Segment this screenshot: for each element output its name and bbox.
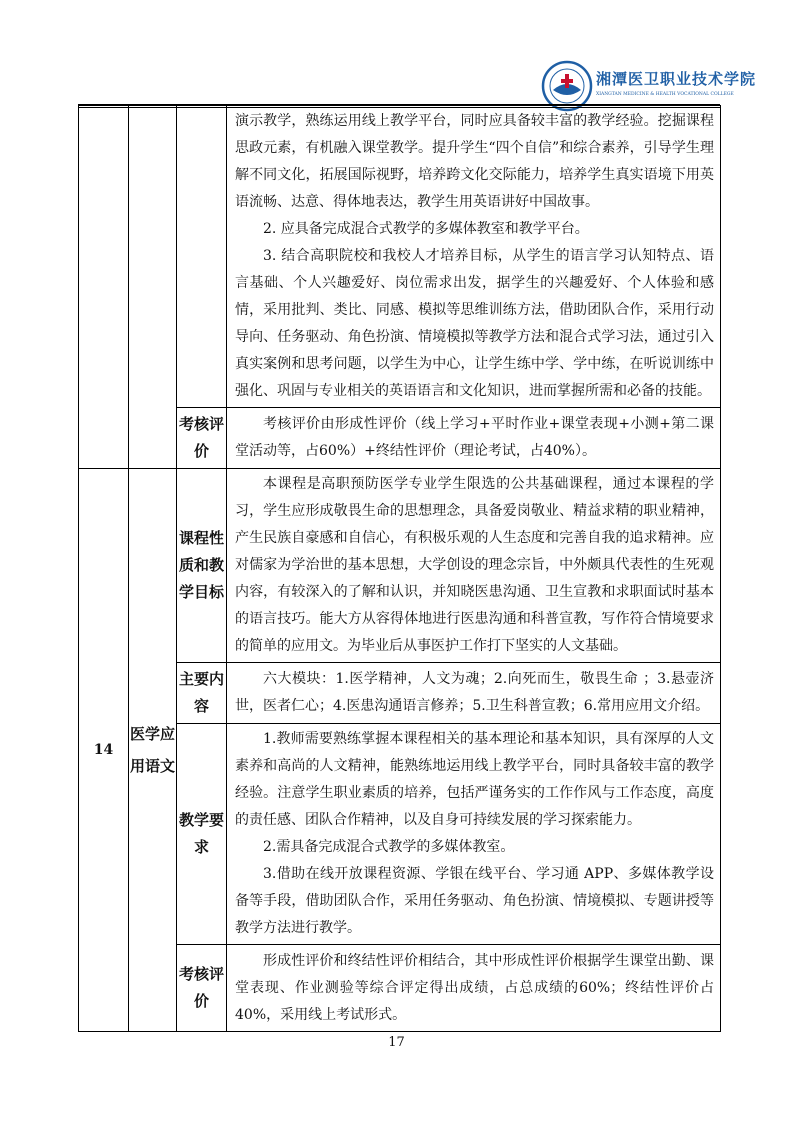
nature-label: 课程性质和教学目标 bbox=[177, 469, 227, 663]
assessment-text bbox=[227, 945, 721, 1032]
paragraph: 2. 应具备完成混合式教学的多媒体教室和教学平台。 bbox=[263, 221, 589, 237]
college-name-en: XIANGTAN MEDICINE & HEALTH VOCATIONAL COLLEGE bbox=[596, 92, 734, 97]
paragraph: 3. 结合高职院校和我校人才培养目标，从学生的语言学习认知特点、语言基础、个人兴趣爱好、岗位需求出发，据学生的兴趣爱好、个人体验和感情，采用批判、类比、同感、模拟等思维训练方法，借助团队合作，采用行动导向、任务驱动、角色扮演、情境模拟等教学方法和混合式学习法，通过引入真实案例和思考问题，以学生为中心，让学生练中学、学中练，在听说训练中强化、巩固与专业相关的英语语言和文化知识，进而掌握所需和必备的技能。 bbox=[235, 248, 714, 399]
nature-text bbox=[227, 469, 721, 663]
course-name-cell bbox=[129, 106, 177, 469]
paragraph: 1.教师需要熟练掌握本课程相关的基本理论和基本知识，具有深厚的人文素养和高尚的人文精神，能熟练地运用线上教学平台，同时具备较丰富的教学经验。注意学生职业素质的培养，包括严谨务实的工作作风与工作态度，高度的责任感、团队合作精神，以及自身可持续发展的学习探索能力。 bbox=[235, 731, 714, 828]
teaching-req-cell bbox=[227, 106, 721, 408]
college-name-cn: 湘潭医卫职业技术学院 bbox=[596, 70, 757, 88]
paragraph: 2.需具备完成混合式教学的多媒体教室。 bbox=[263, 839, 515, 855]
assessment-label: 考核评价 bbox=[177, 945, 227, 1032]
paragraph: 六大模块：1.医学精神，人文为魂；2.向死而生，敬畏生命 ；3.悬壶济世，医者仁心；4.医患沟通语言修养；5.卫生科普宣教；6.常用应用文介绍。 bbox=[235, 671, 714, 714]
page-number: 17 bbox=[388, 1035, 405, 1050]
assessment-label: 考核评价 bbox=[177, 408, 227, 469]
row-number: 14 bbox=[79, 469, 129, 1032]
table-row bbox=[79, 106, 721, 408]
label-cell bbox=[177, 106, 227, 408]
teaching-text bbox=[227, 724, 721, 945]
paragraph: 3.借助在线开放课程资源、学银在线平台、学习通 APP、多媒体教学设备等手段，借助团队合作，采用任务驱动、角色扮演、情境模拟、专题讲授等教学方法进行教学。 bbox=[235, 866, 714, 936]
course-name: 医学应用语文 bbox=[129, 469, 177, 1032]
number-cell bbox=[79, 106, 129, 469]
paragraph: 考核评价由形成性评价（线上学习+平时作业+课堂表现+小测+第二课堂活动等，占60%）+终结性评价（理论考试，占40%）。 bbox=[235, 416, 714, 459]
content-label: 主要内容 bbox=[177, 663, 227, 724]
course-table bbox=[78, 105, 721, 1032]
paragraph: 本课程是高职预防医学专业学生限选的公共基础课程，通过本课程的学习，学生应形成敬畏生命的思想理念，具备爱岗敬业、精益求精的职业精神，产生民族自豪感和自信心，有积极乐观的人生态度和完善自我的追求精神。应对儒家为学治世的基本思想，大学创设的理念宗旨，中外颇具代表性的生死观内容，有较深入的了解和认识，并知晓医患沟通、卫生宣教和求职面试时基本的语言技巧。能大方从容得体地进行医患沟通和科普宣教，写作符合情境要求的简单的应用文。为毕业后从事医护工作打下坚实的人文基础。 bbox=[235, 476, 714, 654]
paragraph: 演示教学，熟练运用线上教学平台，同时应具备较丰富的教学经验。挖掘课程思政元素，有机融入课堂教学。提升学生“四个自信”和综合素养，引导学生理解不同文化，拓展国际视野，培养跨文化交际能力，培养学生真实语境下用英语流畅、达意、得体地表达，教学生用英语讲好中国故事。 bbox=[235, 113, 714, 210]
assessment-text bbox=[227, 408, 721, 469]
content-text bbox=[227, 663, 721, 724]
paragraph: 形成性评价和终结性评价相结合，其中形成性评价根据学生课堂出勤、课堂表现、作业测验等综合评定得出成绩，占总成绩的60%；终结性评价占 40%，采用线上考试形式。 bbox=[235, 952, 714, 1023]
table-row bbox=[79, 469, 721, 663]
teaching-label: 教学要求 bbox=[177, 724, 227, 945]
college-brand bbox=[596, 68, 757, 97]
